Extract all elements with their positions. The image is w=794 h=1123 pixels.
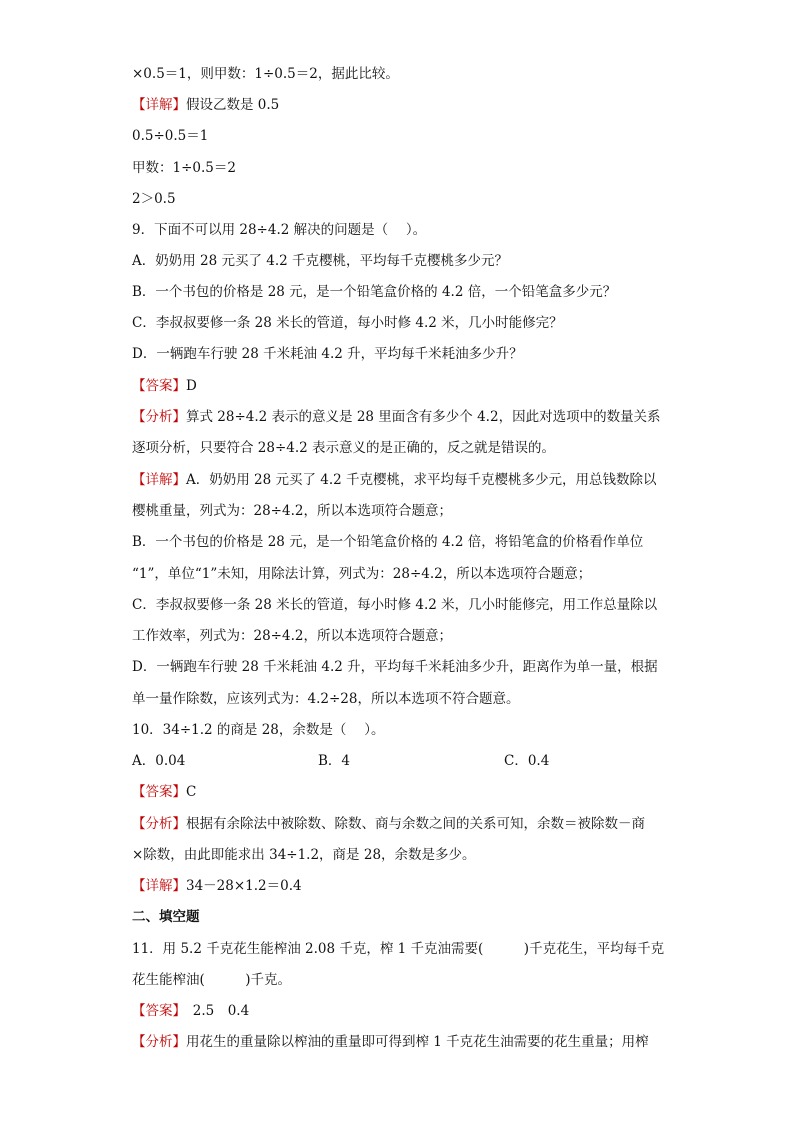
q9-detail-6: 工作效率，列式为：28÷4.2，所以本选项符合题意；	[132, 628, 452, 644]
detail-text: 假设乙数是 0.5	[186, 97, 280, 113]
q9-analysis-2: 逐项分析，只要符合 28÷4.2 表示意义的是正确的，反之就是错误的。	[132, 440, 556, 456]
q10-detail	[132, 880, 302, 894]
q9-option-c: C．李叔叔要修一条 28 米长的管道，每小时修 4.2 米，几小时能修完？	[132, 315, 563, 331]
calc-line-2: 甲数：1÷0.5＝2	[132, 160, 236, 176]
question-9: 9．下面不可以用 28÷4.2 解决的问题是（ ）。	[132, 222, 427, 238]
q9-detail-8: 单一量作除数，应该列式为：4.2÷28，所以本选项不符合题意。	[132, 691, 520, 707]
answer-tag: 【答案】	[132, 784, 186, 800]
question-10: 10．34÷1.2 的商是 28，余数是（ ）。	[132, 722, 385, 738]
detail-text: 34－28×1.2＝0.4	[186, 878, 302, 894]
q10-analysis-2: ×除数，由此即能求出 34÷1.2，商是 28，余数是多少。	[132, 847, 476, 863]
calc-line-3: 2＞0.5	[132, 191, 176, 207]
question-11-line-1: 11．用 5.2 千克花生能榨油 2.08 千克，榨 1 千克油需要( )千克花生，平均每千克	[132, 941, 665, 957]
q9-detail-4: “1”，单位“1”未知，用除法计算，列式为：28÷4.2，所以本选项符合题意；	[132, 566, 592, 582]
analysis-continuation: ×0.5＝1，则甲数：1÷0.5＝2，据此比较。	[132, 66, 399, 82]
answer-tag: 【答案】	[132, 1003, 180, 1019]
q9-option-a: A．奶奶用 28 元买了 4.2 千克樱桃，平均每千克樱桃多少元？	[132, 253, 509, 269]
analysis-tag: 【分析】	[132, 816, 186, 832]
answer-value: 2.5 0.4	[179, 1003, 250, 1019]
q11-answer	[132, 1005, 249, 1019]
q9-detail-5: C．李叔叔要修一条 28 米长的管道，每小时修 4.2 米，几小时能修完，用工作总量除以	[132, 597, 658, 613]
analysis-tag: 【分析】	[132, 409, 186, 425]
detail-tag: 【详解】	[132, 472, 186, 488]
q10-option-b: B．4	[318, 753, 351, 769]
section-heading: 二、填空题	[132, 909, 200, 925]
analysis-text: 根据有余除法中被除数、除数、商与余数之间的关系可知，余数＝被除数－商	[186, 816, 645, 832]
answer-value: C	[186, 784, 197, 800]
q11-analysis	[132, 1036, 649, 1050]
analysis-text: 算式 28÷4.2 表示的意义是 28 里面含有多少个 4.2，因此对选项中的数量关系	[186, 409, 661, 425]
calc-line-1: 0.5÷0.5＝1	[132, 128, 209, 144]
q10-answer	[132, 786, 196, 800]
q9-answer	[132, 380, 197, 394]
answer-value: D	[186, 378, 197, 394]
question-11-line-2: 花生能榨油( )千克。	[132, 972, 292, 988]
detail-text: A．奶奶用 28 元买了 4.2 千克樱桃，求平均每千克樱桃多少元，用总钱数除以	[186, 472, 657, 488]
q9-option-d: D．一辆跑车行驶 28 千米耗油 4.2 升，平均每千米耗油多少升？	[132, 346, 523, 362]
detail-tag: 【详解】	[132, 97, 186, 113]
q9-analysis-1	[132, 411, 661, 425]
q10-option-c: C．0.4	[504, 753, 550, 769]
q10-option-a: A．0.04	[132, 753, 186, 769]
q9-option-b: B．一个书包的价格是 28 元，是一个铅笔盒价格的 4.2 倍，一个铅笔盒多少元？	[132, 284, 617, 300]
q9-detail-1	[132, 474, 657, 488]
detail-line	[132, 99, 279, 113]
q10-analysis-1	[132, 818, 645, 832]
q9-detail-3: B．一个书包的价格是 28 元，是一个铅笔盒价格的 4.2 倍，将铅笔盒的价格看作单位	[132, 534, 644, 550]
detail-tag: 【详解】	[132, 878, 186, 894]
q9-detail-7: D．一辆跑车行驶 28 千米耗油 4.2 升，平均每千米耗油多少升，距离作为单一量，根据	[132, 659, 658, 675]
answer-tag: 【答案】	[132, 378, 186, 394]
analysis-text: 用花生的重量除以榨油的重量即可得到榨 1 千克花生油需要的花生重量；用榨	[186, 1034, 649, 1050]
analysis-tag: 【分析】	[132, 1034, 186, 1050]
q9-detail-2: 樱桃重量，列式为：28÷4.2，所以本选项符合题意；	[132, 503, 452, 519]
